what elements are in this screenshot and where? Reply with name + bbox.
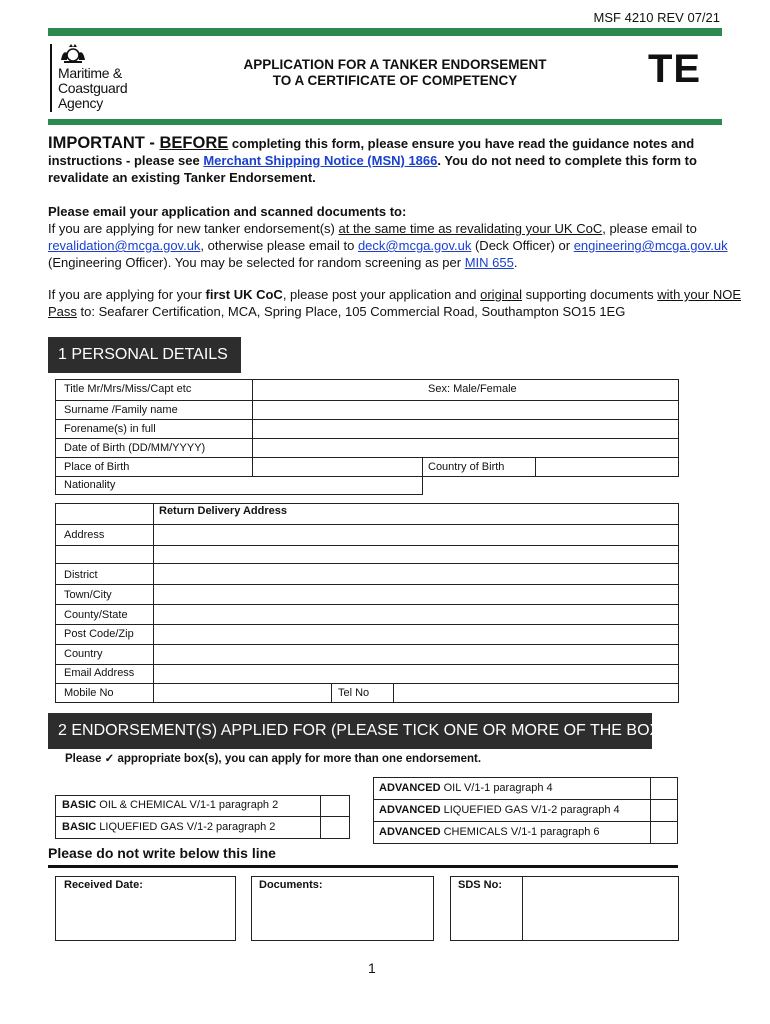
- surname-label: Surname /Family name: [64, 404, 178, 416]
- text: original: [480, 287, 523, 302]
- important-text: . You do not need to complete this form to revalidate an existing Tanker Endorsement.: [48, 153, 697, 185]
- important-text: completing this form, please ensure you have read the guidance notes and instructions - please see: [48, 136, 695, 168]
- dob-label: Date of Birth (DD/MM/YYYY): [64, 442, 206, 454]
- office-use-heading: Please do not write below this line: [48, 845, 276, 861]
- district-label: District: [64, 569, 98, 581]
- agency-line: Coastguard: [58, 80, 128, 96]
- nationality-label: Nationality: [64, 479, 116, 491]
- county-label: County/State: [64, 609, 128, 621]
- text: .: [513, 255, 518, 270]
- title-label: Title Mr/Mrs/Miss/Capt etc: [64, 383, 192, 395]
- grid-line: [235, 876, 236, 941]
- grid-line: [55, 876, 56, 941]
- text: ADVANCED: [379, 804, 441, 816]
- text: (Deck Officer) or: [471, 238, 574, 253]
- sex-label: Sex: Male/Female: [428, 383, 517, 395]
- tick-instruction: Please ✓ appropriate box(s), you can apply for more than one endorsement.: [65, 753, 482, 765]
- text: , please email to: [602, 221, 697, 236]
- text: BASIC: [62, 821, 97, 833]
- text: supporting documents: [522, 287, 658, 302]
- forenames-label: Forename(s) in full: [64, 423, 156, 435]
- grid-line: [678, 876, 679, 941]
- text: at the same time as revalidating your UK CoC: [338, 221, 603, 236]
- email-label: Email Address: [64, 667, 135, 679]
- grid-line: [433, 876, 434, 941]
- grid-line: [55, 940, 236, 941]
- grid-line: [450, 940, 679, 941]
- title-line: APPLICATION FOR A TANKER ENDORSEMENT: [243, 57, 547, 72]
- grid-line: [251, 876, 252, 941]
- text: If you are applying for new tanker endorsement(s): [48, 221, 339, 236]
- grid-line: [55, 876, 236, 877]
- important-before: BEFORE: [159, 134, 229, 152]
- grid-line: [450, 876, 451, 941]
- grid-line: [251, 940, 434, 941]
- section-1-heading: 1 PERSONAL DETAILS: [48, 337, 241, 373]
- min-655-link[interactable]: MIN 655: [464, 255, 514, 270]
- country-label: Country: [64, 648, 103, 660]
- email-heading: Please email your application and scanned documents to:: [48, 204, 407, 219]
- cob-label: Country of Birth: [428, 461, 505, 473]
- form-reference: MSF 4210 REV 07/21: [593, 10, 720, 25]
- msn-1866-link[interactable]: Merchant Shipping Notice (MSN) 1866: [203, 153, 438, 168]
- return-address-label: Return Delivery Address: [159, 505, 287, 517]
- deck-email-link[interactable]: deck@mcga.gov.uk: [357, 238, 472, 253]
- sds-no-label: SDS No:: [458, 879, 502, 891]
- mobile-label: Mobile No: [64, 687, 114, 699]
- grid-line: [251, 876, 434, 877]
- text: first UK CoC: [205, 287, 283, 302]
- tel-label: Tel No: [338, 687, 370, 699]
- town-label: Town/City: [64, 589, 112, 601]
- documents-label: Documents:: [259, 879, 323, 891]
- pob-label: Place of Birth: [64, 461, 130, 473]
- text: LIQUEFIED GAS V/1-2 paragraph 2: [96, 821, 276, 833]
- postcode-label: Post Code/Zip: [64, 628, 134, 640]
- address-label: Address: [64, 529, 105, 541]
- text: If you are applying for your: [48, 287, 206, 302]
- text: ADVANCED: [379, 826, 441, 838]
- form-code: TE: [648, 47, 702, 91]
- section-2-heading: 2 ENDORSEMENT(S) APPLIED FOR (PLEASE TICK ONE OR MORE OF THE BOXES BELOW): [48, 713, 652, 749]
- text: OIL V/1-1 paragraph 4: [440, 782, 553, 794]
- revalidation-email-link[interactable]: revalidation@mcga.gov.uk: [48, 238, 201, 253]
- text: ADVANCED: [379, 782, 441, 794]
- text: (Engineering Officer). You may be selected for random screening as per: [48, 255, 465, 270]
- text: , please post your application and: [282, 287, 481, 302]
- text: , otherwise please email to: [200, 238, 358, 253]
- text: CHEMICALS V/1-1 paragraph 6: [440, 826, 600, 838]
- text: to: Seafarer Certification, MCA, Spring Place, 105 Commercial Road, Southampton SO15 1EG: [76, 304, 626, 319]
- received-date-label: Received Date:: [64, 879, 143, 891]
- agency-line: Agency: [58, 95, 103, 111]
- sds-no-field[interactable]: [523, 877, 677, 939]
- text: with your NOE Pass: [48, 287, 741, 319]
- title-line: TO A CERTIFICATE OF COMPETENCY: [272, 73, 518, 88]
- text: OIL & CHEMICAL V/1-1 paragraph 2: [96, 799, 279, 811]
- text: LIQUEFIED GAS V/1-2 paragraph 4: [440, 804, 620, 816]
- agency-line: Maritime &: [58, 65, 122, 81]
- important-lead: IMPORTANT -: [48, 134, 160, 152]
- text: BASIC: [62, 799, 97, 811]
- page-number: 1: [368, 960, 376, 976]
- engineering-email-link[interactable]: engineering@mcga.gov.uk: [573, 238, 728, 253]
